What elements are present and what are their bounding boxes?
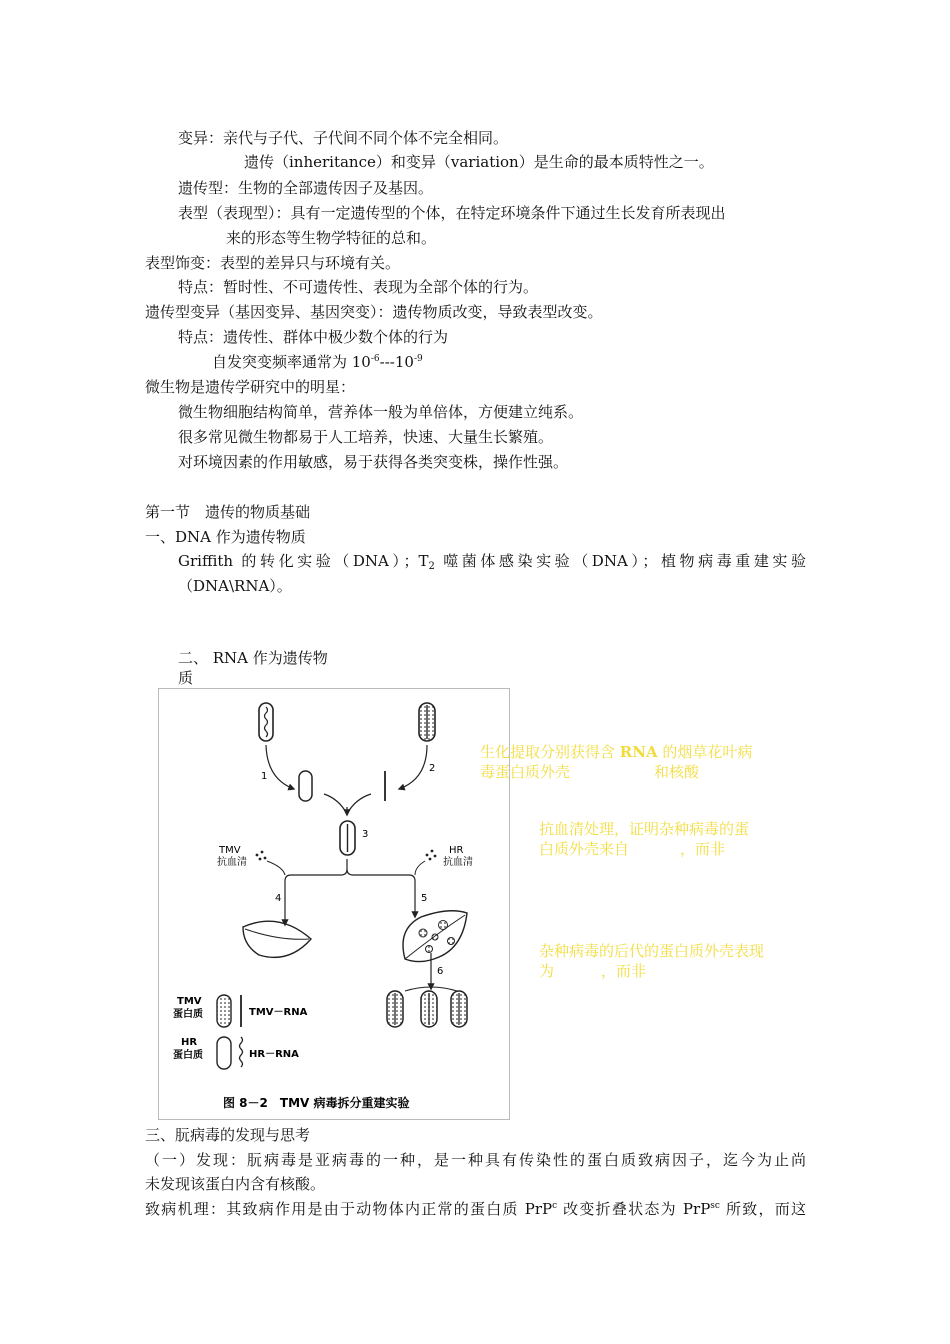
- text-span: 致病机理：其致病作用是由于动物体内正常的蛋白质 PrP: [145, 1200, 553, 1218]
- text-span: Griffith 的转化实验（DNA）；T: [178, 552, 429, 570]
- tmv-antiserum-label: 抗血清: [217, 857, 247, 868]
- text-line: [212, 352, 423, 372]
- text-span: 自发突变频率通常为 10: [212, 353, 371, 371]
- legend-label: TMV－RNA: [249, 1007, 308, 1018]
- text-line: 特点：暂时性、不可遗传性、表现为全部个体的行为。: [178, 278, 539, 296]
- infected-leaf-icon: [403, 911, 467, 962]
- note-text: 白质外壳来自: [539, 840, 630, 858]
- legend-label: HR: [181, 1037, 198, 1048]
- hr-antiserum-label: HR: [449, 845, 464, 856]
- text-line: 遗传型：生物的全部遗传因子及基因。: [178, 179, 434, 197]
- text-line: 表型（表现型）：具有一定遗传型的个体，在特定环境条件下通过生长发育所表现出: [178, 204, 726, 222]
- tmv-antiserum-label: TMV: [219, 845, 241, 856]
- subsection-heading: 二、 RNA 作为遗传物: [178, 649, 328, 667]
- text-line: 遗传（inheritance）和变异（variation）是生命的最本质特性之一。: [244, 153, 714, 171]
- hr-rna-icon: [240, 1037, 243, 1067]
- text-line: 表型饰变：表型的差异只与环境有关。: [145, 254, 401, 272]
- arrow-1: [266, 745, 294, 789]
- note-span: 生化提取分别获得含: [480, 743, 620, 761]
- tmv-diagram: [159, 689, 509, 1119]
- note-text: 抗血清处理，证明杂种病毒的蛋: [539, 820, 750, 838]
- protein-coat-icon: [299, 771, 312, 801]
- tmv-figure: [158, 688, 510, 1120]
- legend-label: 蛋白质: [173, 1050, 203, 1061]
- note-text: ，而非: [680, 840, 726, 858]
- legend-label: 蛋白质: [173, 1009, 203, 1020]
- hr-antiserum-label: 抗血清: [443, 857, 473, 868]
- text-line: 变异：亲代与子代、子代间不同个体不完全相同。: [178, 129, 509, 147]
- superscript: -9: [413, 354, 423, 364]
- arrow-4: [285, 859, 347, 925]
- note-text: 为: [539, 962, 555, 980]
- arrow-5: [347, 869, 415, 917]
- text-line: 对环境因素的作用敏感，易于获得各类突变株，操作性强。: [178, 453, 569, 471]
- text-line: 特点：遗传性、群体中极少数个体的行为: [178, 328, 449, 346]
- text-line: （一）发现：朊病毒是亚病毒的一种，是一种具有传染性的蛋白质致病因子，迄今为止尚: [145, 1151, 806, 1169]
- step-label: 3: [362, 829, 369, 840]
- legend-label: TMV: [177, 996, 202, 1007]
- subscript: 2: [428, 561, 435, 572]
- progeny-virus-icon: [387, 991, 467, 1027]
- step-label: 2: [429, 763, 436, 774]
- subsection-heading: 一、DNA 作为遗传物质: [145, 528, 306, 546]
- figure-caption: 图 8－2 TMV 病毒拆分重建实验: [223, 1096, 410, 1110]
- subsection-heading: 三、朊病毒的发现与思考: [145, 1126, 311, 1144]
- step-label: 5: [421, 893, 428, 904]
- text-line: 很多常见微生物都易于人工培养，快速、大量生长繁殖。: [178, 428, 554, 446]
- healthy-leaf-icon: [243, 921, 311, 957]
- text-line: 微生物是遗传学研究中的明星：: [145, 378, 356, 396]
- note-text: 和核酸: [654, 763, 700, 781]
- tmv-protein-icon: [217, 995, 231, 1027]
- superscript: sc: [710, 1201, 720, 1211]
- text-line: 来的形态等生物学特征的总和。: [226, 229, 437, 247]
- text-span: 所致，而这: [719, 1200, 806, 1218]
- text-line: 遗传型变异（基因变异、基因突变）：遗传物质改变，导致表型改变。: [145, 303, 603, 321]
- note-text: 毒蛋白质外壳: [480, 763, 571, 781]
- text-line: 微生物细胞结构简单，营养体一般为单倍体，方便建立纯系。: [178, 403, 584, 421]
- arrow-2: [399, 745, 427, 789]
- tmv-virus-icon: [259, 703, 273, 741]
- note-text: ，而非: [601, 962, 647, 980]
- text-span: ---10: [379, 353, 414, 371]
- text-line: [178, 551, 806, 571]
- note-span: RNA: [619, 743, 658, 761]
- hr-protein-icon: [217, 1037, 231, 1069]
- section-heading: 第一节 遗传的物质基础: [145, 503, 311, 521]
- note-span: 的烟草花叶病: [657, 743, 753, 761]
- note-text: 杂种病毒的后代的蛋白质外壳表现: [539, 942, 765, 960]
- step-label: 4: [275, 893, 282, 904]
- text-span: 噬菌体感染实验（DNA）；植物病毒重建实验: [434, 552, 806, 570]
- note-text: [480, 742, 752, 762]
- legend-label: HR－RNA: [249, 1049, 299, 1060]
- step-label: 6: [437, 966, 444, 977]
- superscript: c: [552, 1201, 558, 1211]
- text-line: [145, 1199, 806, 1219]
- superscript: -6: [370, 354, 380, 364]
- hr-virus-icon: [419, 703, 435, 741]
- text-line: （DNA\RNA）。: [178, 577, 292, 595]
- text-line: 未发现该蛋白内含有核酸。: [145, 1175, 326, 1193]
- text-span: 改变折叠状态为 PrP: [557, 1200, 711, 1218]
- step-label: 1: [261, 771, 268, 782]
- subsection-heading: 质: [178, 669, 194, 687]
